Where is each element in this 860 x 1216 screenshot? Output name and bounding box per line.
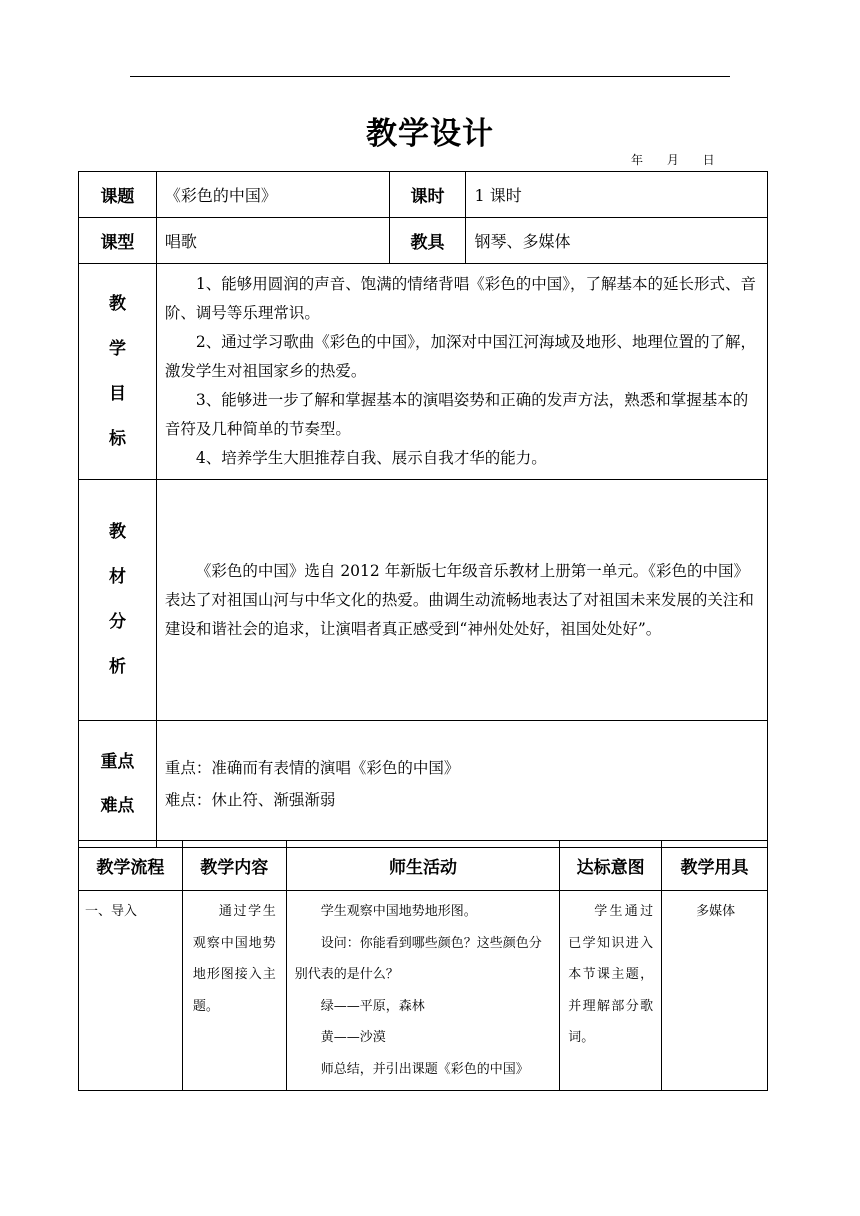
date-line: 年 月 日 (631, 153, 715, 167)
type-value: 唱歌 (156, 218, 389, 264)
header-intent: 达标意图 (560, 841, 662, 891)
topic-label: 课题 (79, 172, 157, 218)
analysis-label-char: 教 (108, 522, 126, 542)
content-cell (182, 891, 286, 1091)
objective-item: 3、能够进一步了解和掌握基本的演唱姿势和正确的发声方法，熟悉和掌握基本的音符及几种简单的节奏型。 (164, 391, 749, 438)
key-point-text: 重点：准确而有表情的演唱《彩色的中国》 (164, 759, 460, 777)
process-header-row (79, 841, 768, 891)
objectives-label-char: 标 (108, 428, 126, 449)
period-label: 课时 (389, 172, 466, 218)
topic-value: 《彩色的中国》 (156, 172, 389, 218)
objectives-label-char: 目 (108, 383, 126, 404)
difficulty-label: 难点 (100, 796, 135, 816)
analysis-label (79, 480, 157, 721)
tools-text: 多媒体 (696, 904, 736, 919)
objectives-row (79, 264, 768, 480)
header-tools: 教学用具 (662, 841, 768, 891)
process-table (78, 840, 768, 1091)
type-label: 课型 (79, 218, 157, 264)
objectives-content (156, 264, 767, 480)
info-table (78, 171, 768, 848)
analysis-label-char: 析 (108, 657, 126, 677)
step-cell: 一、导入 (79, 891, 183, 1091)
tools-cell (662, 891, 768, 1091)
analysis-row (79, 480, 768, 721)
header-activities: 师生活动 (286, 841, 559, 891)
period-value: 1 课时 (466, 172, 768, 218)
topic-row (79, 172, 768, 218)
key-points-label (79, 721, 157, 848)
activity-line: 黄——沙漠 (320, 1030, 386, 1045)
document-title: 教学设计 (366, 116, 494, 152)
objective-item: 2、通过学习歌曲《彩色的中国》，加深对中国江河海域及地形、地理位置的了解，激发学生对祖国家乡的热爱。 (164, 333, 757, 380)
intent-cell (560, 891, 662, 1091)
content-text: 通过学生观察中国地势地形图接入主题。 (192, 904, 276, 1014)
tools-value: 钢琴、多媒体 (466, 218, 768, 264)
activity-line: 绿——平原，森林 (320, 998, 425, 1014)
intent-text: 学生通过已学知识进入本节课主题，并理解部分歌词。 (568, 904, 654, 1045)
analysis-content (156, 480, 767, 721)
header-content: 教学内容 (182, 841, 286, 891)
key-points-row (79, 721, 768, 848)
objectives-label-char: 学 (108, 338, 126, 359)
type-row (79, 218, 768, 264)
difficulty-text: 难点：休止符、渐强渐弱 (164, 791, 336, 809)
tools-label: 教具 (389, 218, 466, 264)
objectives-label (79, 264, 157, 480)
analysis-label-char: 材 (108, 567, 126, 587)
key-label: 重点 (100, 752, 135, 772)
objective-item: 1、能够用圆润的声音、饱满的情绪背唱《彩色的中国》，了解基本的延长形式、音阶、调号等乐理常识。 (164, 275, 757, 322)
header-process: 教学流程 (79, 841, 183, 891)
activity-line: 设问：你能看到哪些颜色？这些颜色分别代表的是什么？ (294, 935, 542, 982)
analysis-text: 《彩色的中国》选自 2012 年新版七年级音乐教材上册第一单元。《彩色的中国》表达了对祖国山河与中华文化的热爱。曲调生动流畅地表达了对祖国未来发展的关注和建设和谐社会的追求，让演唱者真正感受到“神州处处好，祖国处处好”。 (164, 561, 754, 638)
top-rule (130, 76, 730, 77)
objectives-label-char: 教 (108, 293, 126, 314)
key-points-content (156, 721, 767, 848)
activity-line: 学生观察中国地势地形图。 (320, 904, 477, 919)
activity-line: 师总结，并引出课题《彩色的中国》 (320, 1061, 529, 1077)
objective-item: 4、培养学生大胆推荐自我、展示自我才华的能力。 (195, 449, 547, 467)
activities-cell (286, 891, 559, 1091)
process-row-intro (79, 891, 768, 1091)
analysis-label-char: 分 (108, 612, 126, 632)
